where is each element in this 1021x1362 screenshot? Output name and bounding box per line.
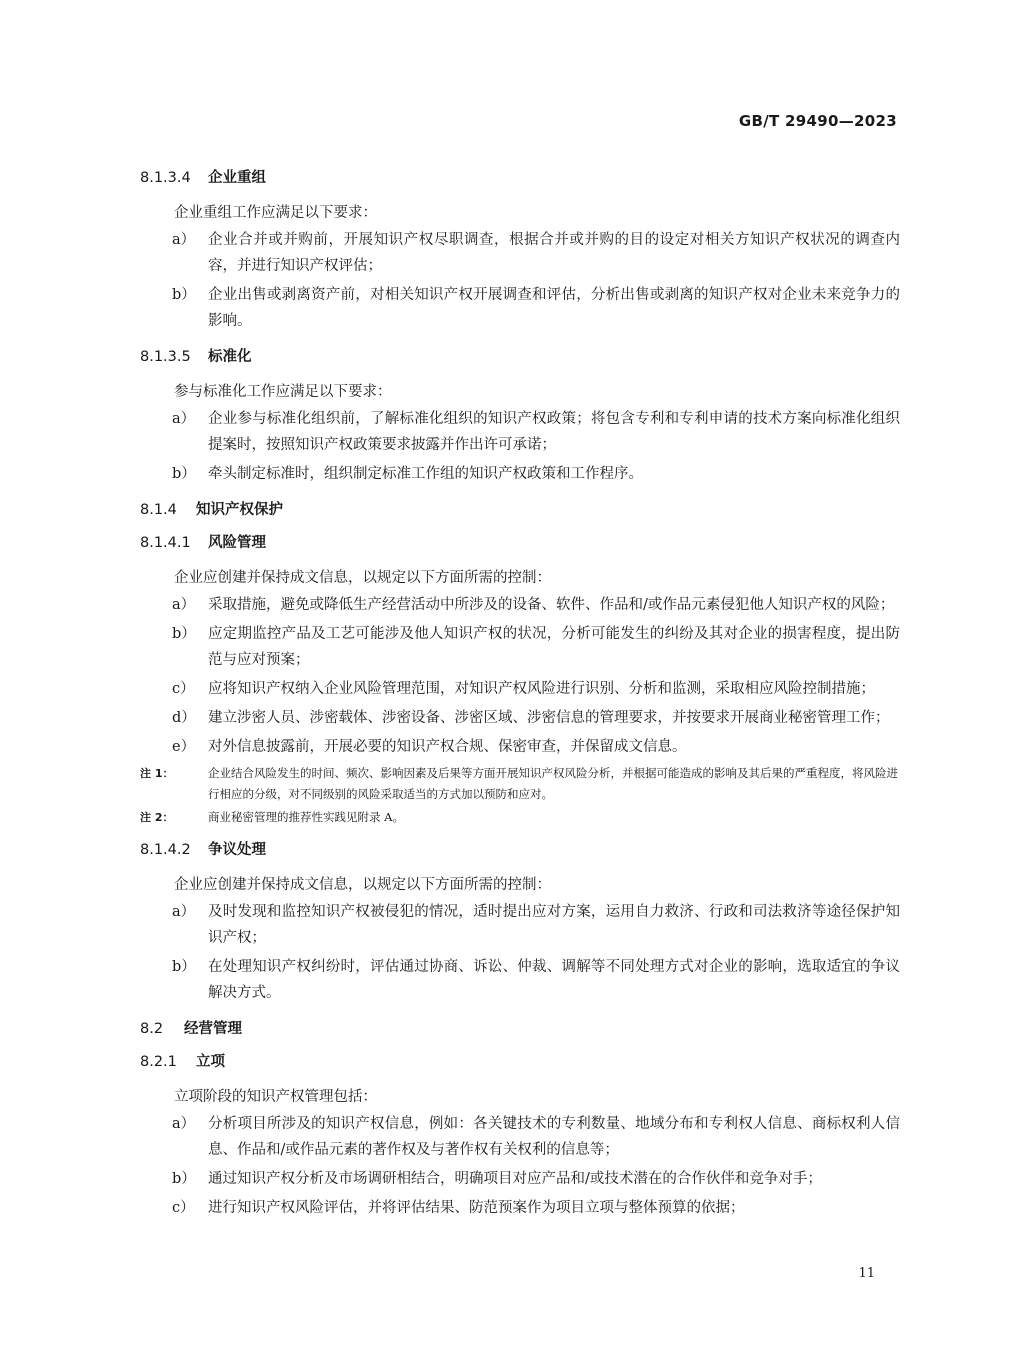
list-text: 分析项目所涉及的知识产权信息，例如：各关键技术的专利数量、地域分布和专利权人信息、商标权利人信息、作品和/或作品元素的著作权及与著作权有关权利的信息等； — [208, 1116, 900, 1158]
list-marker: c） — [172, 681, 195, 697]
list-marker: c） — [172, 1200, 195, 1216]
note-label: 注 2： — [140, 811, 174, 824]
section-intro: 参与标准化工作应满足以下要求： — [174, 384, 392, 400]
list-item — [140, 899, 900, 951]
standard-code: GB/T 29490—2023 — [738, 112, 897, 130]
list-item — [140, 282, 900, 334]
list-item — [140, 954, 900, 1006]
section-number: 8.2.1 — [140, 1054, 177, 1070]
note-text: 商业秘密管理的推荐性实践见附录 A。 — [208, 810, 404, 824]
section-number: 8.1.4.2 — [140, 842, 191, 858]
section-heading-8-2-1 — [140, 1052, 900, 1072]
note-text: 企业结合风险发生的时间、频次、影响因素及后果等方面开展知识产权风险分析，并根据可能造成的影响及其后果的严重程度，将风险进行相应的分级，对不同级别的风险采取适当的方式加以预防和应对。 — [208, 766, 898, 801]
note-label: 注 1： — [140, 767, 174, 780]
section-heading-8-1-3-5 — [140, 347, 900, 367]
section-heading-8-2 — [140, 1019, 900, 1039]
section-intro: 企业应创建并保持成文信息，以规定以下方面所需的控制： — [174, 570, 551, 586]
list-text: 在处理知识产权纠纷时，评估通过协商、诉讼、仲裁、调解等不同处理方式对企业的影响，选取适宜的争议解决方式。 — [208, 959, 900, 1001]
section-intro: 企业重组工作应满足以下要求： — [174, 205, 377, 221]
list-text: 对外信息披露前，开展必要的知识产权合规、保密审查，并保留成文信息。 — [208, 739, 687, 755]
list-marker: b） — [172, 466, 196, 482]
list-text: 进行知识产权风险评估，并将评估结果、防范预案作为项目立项与整体预算的依据； — [208, 1200, 745, 1216]
list-marker: b） — [172, 1171, 196, 1187]
section-title: 风险管理 — [208, 535, 266, 551]
list-marker: a） — [172, 597, 196, 613]
list-item — [140, 406, 900, 458]
list-item — [140, 621, 900, 673]
list-marker: b） — [172, 287, 196, 303]
list-item — [140, 227, 900, 279]
list-marker: a） — [172, 904, 196, 920]
section-number: 8.1.3.5 — [140, 349, 191, 365]
list-text: 企业合并或并购前，开展知识产权尽职调查，根据合并或并购的目的设定对相关方知识产权状况的调查内容，并进行知识产权评估； — [208, 232, 900, 274]
section-number: 8.2 — [140, 1021, 164, 1037]
section-title: 标准化 — [208, 349, 252, 365]
list-text: 采取措施，避免或降低生产经营活动中所涉及的设备、软件、作品和/或作品元素侵犯他人知识产权的风险； — [208, 597, 895, 613]
document-body — [140, 168, 900, 1224]
list-item — [140, 461, 900, 487]
section-heading-8-1-4 — [140, 500, 900, 520]
note — [140, 763, 900, 805]
list-marker: b） — [172, 626, 196, 642]
section-number: 8.1.4 — [140, 502, 177, 518]
list-marker: a） — [172, 1116, 196, 1132]
section-title: 知识产权保护 — [196, 502, 283, 518]
list-item — [140, 1111, 900, 1163]
list-item — [140, 734, 900, 760]
list-item — [140, 705, 900, 731]
list-text: 牵头制定标准时，组织制定标准工作组的知识产权政策和工作程序。 — [208, 466, 643, 482]
list-text: 建立涉密人员、涉密载体、涉密设备、涉密区域、涉密信息的管理要求，并按要求开展商业秘密管理工作； — [208, 710, 890, 726]
list-item — [140, 1166, 900, 1192]
section-heading-8-1-4-1 — [140, 533, 900, 553]
section-intro: 立项阶段的知识产权管理包括： — [174, 1089, 377, 1105]
section-number: 8.1.3.4 — [140, 170, 191, 186]
list-marker: a） — [172, 411, 196, 427]
list-text: 企业参与标准化组织前，了解标准化组织的知识产权政策；将包含专利和专利申请的技术方案向标准化组织提案时，按照知识产权政策要求披露并作出许可承诺； — [208, 411, 900, 453]
list-marker: b） — [172, 959, 196, 975]
list-text: 应将知识产权纳入企业风险管理范围，对知识产权风险进行识别、分析和监测，采取相应风险控制措施； — [208, 681, 875, 697]
section-heading-8-1-4-2 — [140, 840, 900, 860]
list-text: 应定期监控产品及工艺可能涉及他人知识产权的状况，分析可能发生的纠纷及其对企业的损害程度，提出防范与应对预案； — [208, 626, 900, 668]
list-item — [140, 1195, 900, 1221]
section-title: 立项 — [196, 1054, 225, 1070]
list-marker: d） — [172, 710, 196, 726]
list-item — [140, 676, 900, 702]
section-title: 争议处理 — [208, 842, 266, 858]
section-number: 8.1.4.1 — [140, 535, 191, 551]
list-item — [140, 592, 900, 618]
list-marker: e） — [172, 739, 196, 755]
section-title: 经营管理 — [184, 1021, 242, 1037]
list-text: 企业出售或剥离资产前，对相关知识产权开展调查和评估，分析出售或剥离的知识产权对企业未来竞争力的影响。 — [208, 287, 900, 329]
list-text: 通过知识产权分析及市场调研相结合，明确项目对应产品和/或技术潜在的合作伙伴和竞争对手； — [208, 1171, 822, 1187]
list-marker: a） — [172, 232, 196, 248]
section-intro: 企业应创建并保持成文信息，以规定以下方面所需的控制： — [174, 877, 551, 893]
section-heading-8-1-3-4 — [140, 168, 900, 188]
list-text: 及时发现和监控知识产权被侵犯的情况，适时提出应对方案，运用自力救济、行政和司法救济等途径保护知识产权； — [208, 904, 900, 946]
note — [140, 807, 900, 828]
section-title: 企业重组 — [208, 170, 266, 186]
page-number: 11 — [858, 1266, 875, 1281]
